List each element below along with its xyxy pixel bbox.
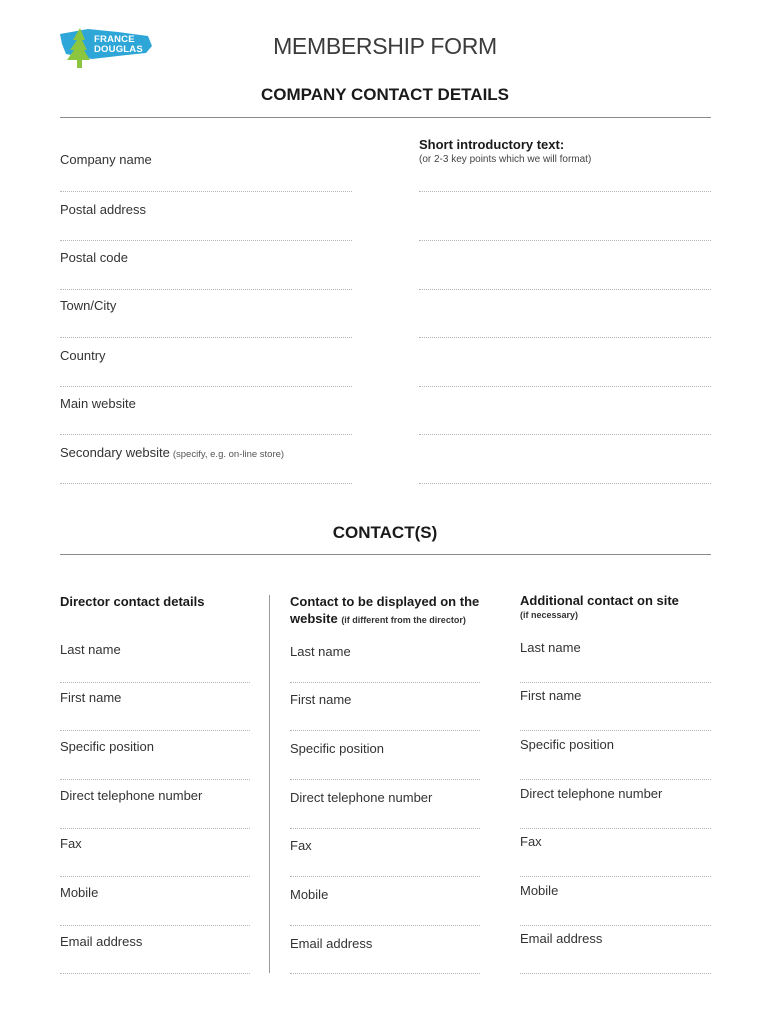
website-contact-heading-line2: website [290, 611, 338, 626]
additional-first-name-field[interactable] [520, 730, 711, 731]
postal-address-label: Postal address [60, 202, 146, 217]
intro-text-line-1[interactable] [419, 191, 711, 192]
logo-text: FRANCE DOUGLAS [94, 34, 143, 55]
postal-code-field[interactable] [60, 289, 352, 290]
intro-text-title: Short introductory text: [419, 137, 565, 152]
secondary-website-label: Secondary website (specify, e.g. on-line store) [60, 445, 285, 460]
additional-fax-field[interactable] [520, 876, 711, 877]
town-city-field[interactable] [60, 337, 352, 338]
director-position-label: Specific position [60, 739, 154, 754]
director-mobile-label: Mobile [60, 885, 99, 900]
director-telephone-label: Direct telephone number [60, 788, 203, 803]
additional-email-label: Email address [520, 931, 603, 946]
additional-position-label: Specific position [520, 737, 614, 752]
director-telephone-field[interactable] [60, 828, 250, 829]
director-first-name-label: First name [60, 690, 122, 705]
contacts-section-rule [60, 554, 711, 555]
director-first-name-field[interactable] [60, 730, 250, 731]
intro-text-line-6[interactable] [419, 434, 711, 435]
intro-text-line-7[interactable] [419, 483, 711, 484]
website-email-label: Email address [290, 936, 373, 951]
country-field[interactable] [60, 386, 352, 387]
website-first-name-field[interactable] [290, 730, 480, 731]
website-telephone-field[interactable] [290, 828, 480, 829]
director-mobile-field[interactable] [60, 925, 250, 926]
additional-telephone-field[interactable] [520, 828, 711, 829]
additional-position-field[interactable] [520, 779, 711, 780]
website-position-label: Specific position [290, 741, 384, 756]
main-website-field[interactable] [60, 434, 352, 435]
director-email-label: Email address [60, 934, 143, 949]
company-name-label: Company name [60, 152, 152, 167]
website-mobile-field[interactable] [290, 925, 480, 926]
main-website-label: Main website [60, 396, 136, 411]
website-first-name-label: First name [290, 692, 352, 707]
director-contact-heading: Director contact details [60, 594, 205, 609]
website-fax-field[interactable] [290, 876, 480, 877]
intro-text-line-5[interactable] [419, 386, 711, 387]
column-divider [269, 595, 270, 973]
secondary-website-aside: (specify, e.g. on-line store) [172, 449, 285, 460]
director-email-field[interactable] [60, 973, 250, 974]
website-contact-note: (if different from the director) [341, 615, 466, 625]
postal-address-field[interactable] [60, 240, 352, 241]
director-fax-label: Fax [60, 836, 82, 851]
form-title: MEMBERSHIP FORM [273, 33, 497, 59]
director-last-name-field[interactable] [60, 682, 250, 683]
country-label: Country [60, 348, 106, 363]
additional-telephone-label: Direct telephone number [520, 786, 663, 801]
website-mobile-label: Mobile [290, 887, 329, 902]
town-city-label: Town/City [60, 298, 117, 313]
website-telephone-label: Direct telephone number [290, 790, 433, 805]
website-last-name-field[interactable] [290, 682, 480, 683]
additional-contact-note: (if necessary) [520, 610, 579, 620]
company-section-rule [60, 117, 711, 118]
additional-email-field[interactable] [520, 973, 711, 974]
intro-text-line-4[interactable] [419, 337, 711, 338]
secondary-website-field[interactable] [60, 483, 352, 484]
additional-last-name-label: Last name [520, 640, 581, 655]
website-contact-heading: Contact to be displayed on the website (if different from the director) [290, 594, 480, 626]
additional-contact-heading: Additional contact on site [520, 593, 679, 608]
postal-code-label: Postal code [60, 250, 128, 265]
director-fax-field[interactable] [60, 876, 250, 877]
intro-text-subtitle: (or 2-3 key points which we will format) [419, 154, 592, 165]
director-last-name-label: Last name [60, 642, 121, 657]
website-last-name-label: Last name [290, 644, 351, 659]
website-position-field[interactable] [290, 779, 480, 780]
company-section-title: COMPANY CONTACT DETAILS [260, 85, 510, 104]
additional-fax-label: Fax [520, 834, 542, 849]
contacts-section-title: CONTACT(S) [332, 523, 438, 542]
website-fax-label: Fax [290, 838, 312, 853]
additional-mobile-label: Mobile [520, 883, 559, 898]
additional-last-name-field[interactable] [520, 682, 711, 683]
additional-first-name-label: First name [520, 688, 582, 703]
intro-text-line-3[interactable] [419, 289, 711, 290]
website-email-field[interactable] [290, 973, 480, 974]
additional-mobile-field[interactable] [520, 925, 711, 926]
company-name-field[interactable] [60, 191, 352, 192]
director-position-field[interactable] [60, 779, 250, 780]
intro-text-line-2[interactable] [419, 240, 711, 241]
